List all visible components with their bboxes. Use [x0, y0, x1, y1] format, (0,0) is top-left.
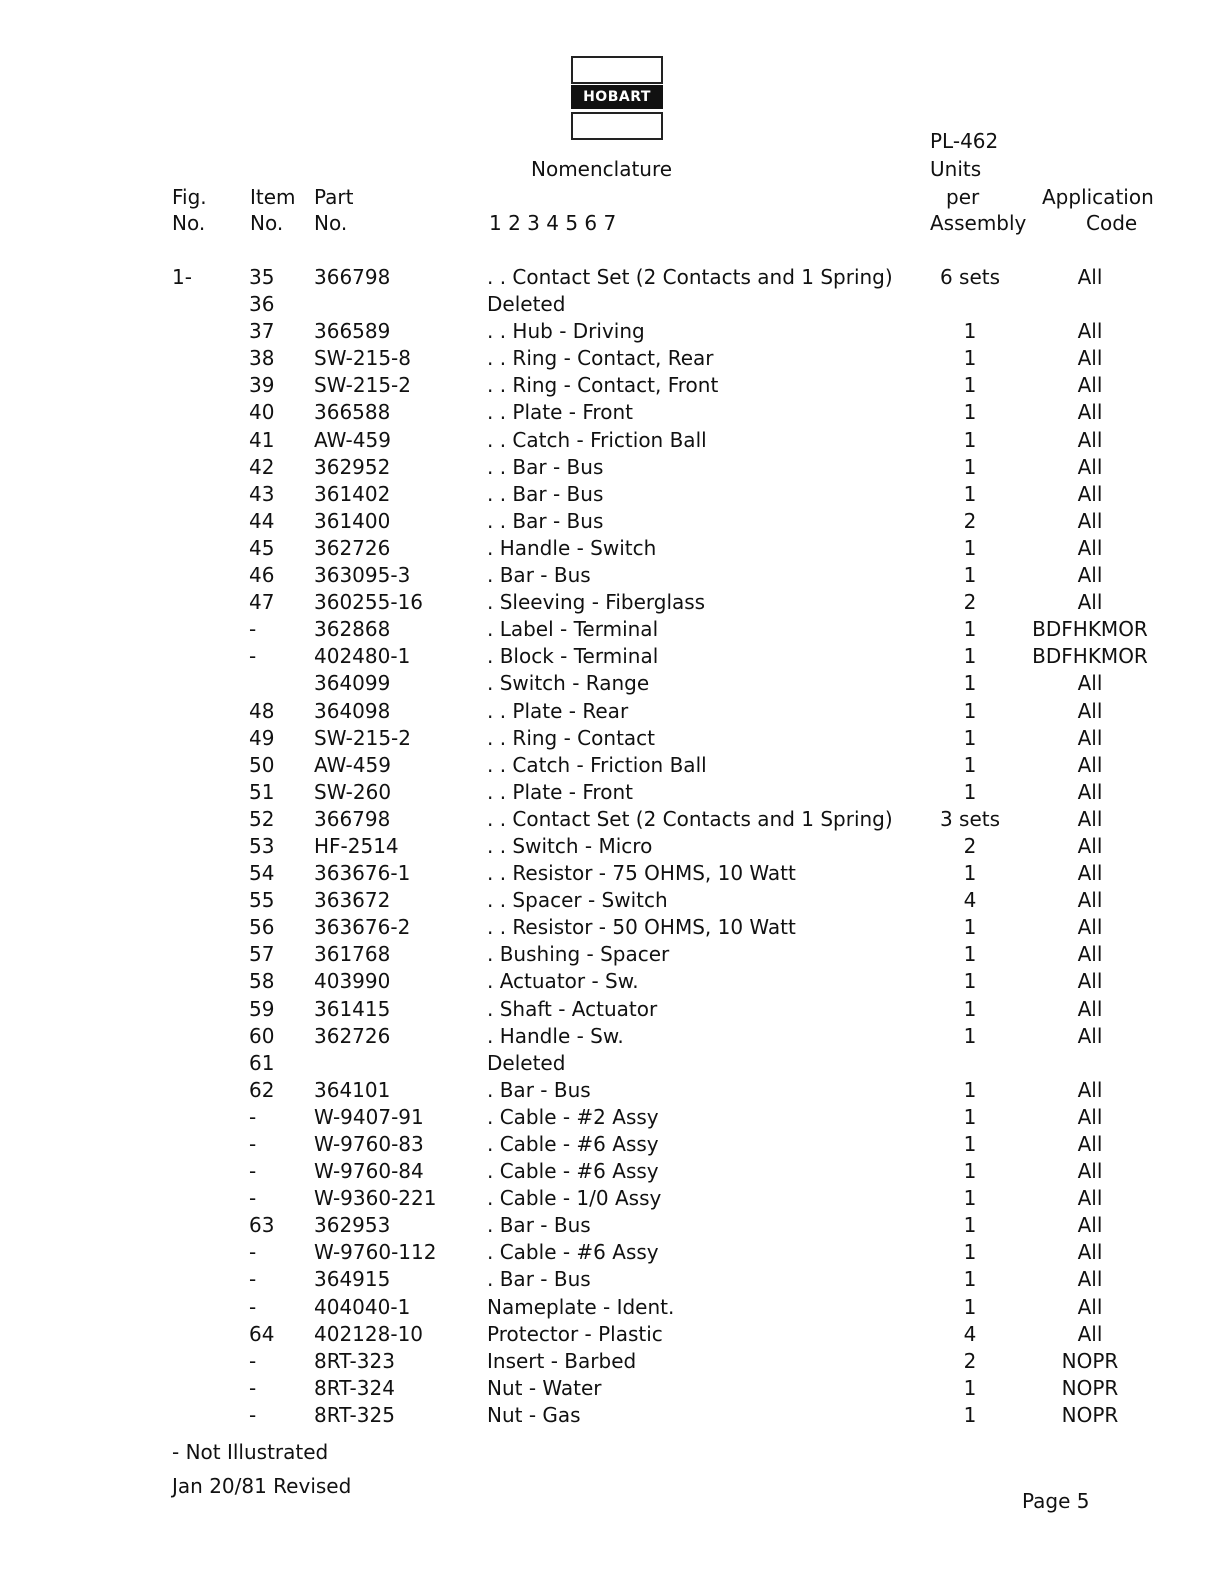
part-header-line2: No.	[314, 211, 348, 235]
application-code: All	[1077, 1186, 1103, 1211]
table-row	[0, 372, 1222, 399]
item-no: -	[249, 1186, 257, 1211]
part-no: 366589	[314, 319, 391, 344]
item-no: -	[249, 1267, 257, 1292]
table-row	[0, 345, 1222, 372]
application-code: All	[1077, 996, 1103, 1021]
description: . . Contact Set (2 Contacts and 1 Spring)	[487, 265, 893, 289]
item-no: -	[249, 1348, 257, 1373]
units-per-assembly: 1	[963, 1159, 977, 1184]
application-code: All	[1077, 779, 1103, 804]
application-code: All	[1077, 481, 1103, 506]
part-no: 361768	[314, 942, 391, 967]
part-no: 362952	[314, 454, 391, 479]
units-header-line2: per	[946, 185, 980, 209]
description: . . Bar - Bus	[487, 481, 604, 506]
table-row	[0, 1077, 1222, 1104]
units-per-assembly: 2	[963, 590, 977, 615]
part-no: 402128-10	[314, 1321, 424, 1346]
fig-header-line1: Fig.	[172, 185, 207, 209]
part-no: SW-215-2	[314, 725, 411, 750]
item-no: 49	[249, 725, 275, 750]
part-no: 364101	[314, 1077, 391, 1102]
units-per-assembly: 1	[963, 454, 977, 479]
application-code: All	[1077, 535, 1103, 560]
table-row	[0, 1321, 1222, 1348]
table-row	[0, 616, 1222, 643]
description: . . Bar - Bus	[487, 454, 604, 479]
table-row	[0, 1104, 1222, 1131]
description: . . Catch - Friction Ball	[487, 752, 707, 777]
item-no: 38	[249, 346, 275, 371]
application-code: All	[1077, 1240, 1103, 1265]
part-no: 361415	[314, 996, 391, 1021]
item-no: 60	[249, 1023, 275, 1048]
part-no: W-9407-91	[314, 1104, 424, 1129]
description: . Cable - 1/0 Assy	[487, 1186, 662, 1211]
item-no: 42	[249, 454, 275, 479]
part-no: 363095-3	[314, 563, 411, 588]
table-row	[0, 779, 1222, 806]
part-no: SW-215-8	[314, 346, 411, 371]
table-row	[0, 941, 1222, 968]
item-no: 53	[249, 833, 275, 858]
application-code: All	[1077, 833, 1103, 858]
item-no: 50	[249, 752, 275, 777]
item-no: 47	[249, 590, 275, 615]
description: Protector - Plastic	[487, 1321, 663, 1346]
description: . Cable - #6 Assy	[487, 1240, 659, 1265]
description: . Cable - #6 Assy	[487, 1159, 659, 1184]
units-per-assembly: 1	[963, 400, 977, 425]
description: . . Switch - Micro	[487, 833, 653, 858]
description: . Handle - Switch	[487, 535, 657, 560]
units-per-assembly: 1	[963, 319, 977, 344]
table-row	[0, 996, 1222, 1023]
logo-text: HOBART	[571, 85, 663, 109]
table-row	[0, 589, 1222, 616]
units-per-assembly: 1	[963, 346, 977, 371]
application-header-line2: Code	[1086, 211, 1138, 235]
application-code: All	[1077, 319, 1103, 344]
item-no: -	[249, 1375, 257, 1400]
table-row	[0, 1294, 1222, 1321]
not-illustrated-legend: - Not Illustrated	[172, 1440, 329, 1464]
application-code: All	[1077, 1023, 1103, 1048]
units-per-assembly: 1	[963, 563, 977, 588]
indent-levels-header: 1 2 3 4 5 6 7	[489, 211, 617, 235]
part-no: 362726	[314, 535, 391, 560]
description: . Cable - #6 Assy	[487, 1132, 659, 1156]
item-no: 41	[249, 427, 275, 452]
item-header-line1: Item	[250, 185, 296, 209]
table-row	[0, 1185, 1222, 1212]
units-per-assembly: 1	[963, 1132, 977, 1156]
units-per-assembly: 2	[963, 833, 977, 858]
application-code: All	[1077, 725, 1103, 750]
item-no: 51	[249, 779, 275, 804]
item-no: 61	[249, 1050, 275, 1075]
table-row	[0, 914, 1222, 941]
table-row	[0, 1212, 1222, 1239]
application-code: BDFHKMOR	[1032, 644, 1148, 669]
table-row	[0, 1402, 1222, 1429]
table-row	[0, 291, 1222, 318]
units-per-assembly: 1	[963, 1375, 977, 1400]
units-per-assembly: 1	[963, 1213, 977, 1238]
units-per-assembly: 1	[963, 373, 977, 398]
application-code: All	[1077, 1321, 1103, 1346]
application-code: All	[1077, 265, 1103, 289]
item-no: -	[249, 1402, 257, 1427]
application-header-line1: Application	[1042, 185, 1154, 209]
units-per-assembly: 3 sets	[939, 806, 1001, 831]
part-no: 361402	[314, 481, 391, 506]
units-per-assembly: 1	[963, 1186, 977, 1211]
application-code: All	[1077, 1213, 1103, 1238]
units-per-assembly: 4	[963, 888, 977, 913]
part-no: 8RT-325	[314, 1402, 395, 1427]
table-row	[0, 752, 1222, 779]
description: Nut - Water	[487, 1375, 602, 1400]
item-no: 62	[249, 1077, 275, 1102]
item-no: 39	[249, 373, 275, 398]
application-code: All	[1077, 454, 1103, 479]
application-code: NOPR	[1061, 1402, 1119, 1427]
description: . Bar - Bus	[487, 1213, 591, 1238]
table-row	[0, 1131, 1222, 1158]
description: . . Contact Set (2 Contacts and 1 Spring)	[487, 806, 893, 831]
part-no: 402480-1	[314, 644, 411, 669]
description: . . Spacer - Switch	[487, 888, 668, 913]
units-per-assembly: 1	[963, 725, 977, 750]
part-no: W-9360-221	[314, 1186, 437, 1211]
application-code: All	[1077, 969, 1103, 994]
part-no: 360255-16	[314, 590, 424, 615]
description: . . Plate - Front	[487, 400, 633, 425]
logo-top-box	[571, 56, 663, 84]
part-no: 366798	[314, 265, 391, 289]
description: Nut - Gas	[487, 1402, 581, 1427]
table-row	[0, 1348, 1222, 1375]
table-row	[0, 427, 1222, 454]
table-row	[0, 670, 1222, 697]
description: . Bar - Bus	[487, 563, 591, 588]
description: . . Resistor - 50 OHMS, 10 Watt	[487, 915, 796, 940]
units-per-assembly: 1	[963, 942, 977, 967]
table-row	[0, 860, 1222, 887]
application-code: All	[1077, 1132, 1103, 1156]
units-per-assembly: 1	[963, 427, 977, 452]
units-per-assembly: 1	[963, 861, 977, 886]
application-code: All	[1077, 400, 1103, 425]
item-no: 44	[249, 508, 275, 533]
table-row	[0, 264, 1222, 291]
item-no: 57	[249, 942, 275, 967]
item-no: 59	[249, 996, 275, 1021]
item-no: 55	[249, 888, 275, 913]
part-no: HF-2514	[314, 833, 399, 858]
application-code: All	[1077, 563, 1103, 588]
part-header-line1: Part	[314, 185, 354, 209]
table-row	[0, 1158, 1222, 1185]
application-code: All	[1077, 508, 1103, 533]
item-no: 54	[249, 861, 275, 886]
units-per-assembly: 1	[963, 671, 977, 696]
price-list-number: PL-462	[930, 129, 999, 153]
units-header-line1: Units	[930, 157, 982, 181]
description: . Switch - Range	[487, 671, 650, 696]
page-number: Page 5	[1022, 1489, 1090, 1513]
units-per-assembly: 1	[963, 535, 977, 560]
table-row	[0, 508, 1222, 535]
item-no: 37	[249, 319, 275, 344]
application-code: All	[1077, 752, 1103, 777]
item-no: 36	[249, 292, 275, 317]
description: . . Plate - Front	[487, 779, 633, 804]
application-code: All	[1077, 942, 1103, 967]
units-per-assembly: 1	[963, 1240, 977, 1265]
item-no: -	[249, 1132, 257, 1156]
units-per-assembly: 4	[963, 1321, 977, 1346]
application-code: All	[1077, 346, 1103, 371]
units-per-assembly: 2	[963, 1348, 977, 1373]
part-no: AW-459	[314, 427, 391, 452]
part-no: 363676-1	[314, 861, 411, 886]
description: . Cable - #2 Assy	[487, 1104, 659, 1129]
fig-no: 1-	[172, 265, 192, 289]
part-no: 362953	[314, 1213, 391, 1238]
application-code: BDFHKMOR	[1032, 617, 1148, 642]
application-code: All	[1077, 427, 1103, 452]
item-no: 64	[249, 1321, 275, 1346]
item-no: 52	[249, 806, 275, 831]
part-no: SW-215-2	[314, 373, 411, 398]
description: Nameplate - Ident.	[487, 1294, 675, 1319]
description: . Block - Terminal	[487, 644, 659, 669]
part-no: 8RT-323	[314, 1348, 395, 1373]
application-code: All	[1077, 1294, 1103, 1319]
units-per-assembly: 1	[963, 1294, 977, 1319]
item-no: 40	[249, 400, 275, 425]
part-no: 366588	[314, 400, 391, 425]
table-row	[0, 1266, 1222, 1293]
description: . . Ring - Contact, Rear	[487, 346, 714, 371]
application-code: All	[1077, 915, 1103, 940]
item-no: 63	[249, 1213, 275, 1238]
table-row	[0, 454, 1222, 481]
description: . . Plate - Rear	[487, 698, 629, 723]
item-no: -	[249, 644, 257, 669]
application-code: All	[1077, 1267, 1103, 1292]
units-per-assembly: 2	[963, 508, 977, 533]
table-row	[0, 562, 1222, 589]
units-per-assembly: 1	[963, 644, 977, 669]
item-no: -	[249, 1240, 257, 1265]
units-per-assembly: 1	[963, 698, 977, 723]
table-row	[0, 833, 1222, 860]
application-code: All	[1077, 1077, 1103, 1102]
item-header-line2: No.	[250, 211, 284, 235]
description: . . Bar - Bus	[487, 508, 604, 533]
table-row	[0, 481, 1222, 508]
part-no: 364099	[314, 671, 391, 696]
description: . . Catch - Friction Ball	[487, 427, 707, 452]
description: . . Ring - Contact, Front	[487, 373, 719, 398]
units-per-assembly: 1	[963, 617, 977, 642]
item-no: 45	[249, 535, 275, 560]
logo-bottom-box	[571, 112, 663, 140]
application-code: All	[1077, 590, 1103, 615]
table-row	[0, 399, 1222, 426]
units-header-line3: Assembly	[930, 211, 1027, 235]
application-code: All	[1077, 806, 1103, 831]
application-code: All	[1077, 1159, 1103, 1184]
description: Deleted	[487, 1050, 566, 1075]
description: Deleted	[487, 292, 566, 317]
units-per-assembly: 1	[963, 1267, 977, 1292]
description: . Bar - Bus	[487, 1077, 591, 1102]
table-row	[0, 318, 1222, 345]
description: . Sleeving - Fiberglass	[487, 590, 706, 615]
application-code: All	[1077, 861, 1103, 886]
part-no: 364915	[314, 1267, 391, 1292]
description: . . Hub - Driving	[487, 319, 645, 344]
part-no: 364098	[314, 698, 391, 723]
units-per-assembly: 1	[963, 1077, 977, 1102]
application-code: All	[1077, 671, 1103, 696]
part-no: 361400	[314, 508, 391, 533]
parts-table	[0, 264, 1222, 1429]
table-row	[0, 698, 1222, 725]
application-code: All	[1077, 888, 1103, 913]
item-no: -	[249, 617, 257, 642]
part-no: SW-260	[314, 779, 392, 804]
description: . Label - Terminal	[487, 617, 659, 642]
units-per-assembly: 1	[963, 915, 977, 940]
units-per-assembly: 1	[963, 481, 977, 506]
application-code: All	[1077, 373, 1103, 398]
table-row	[0, 725, 1222, 752]
nomenclature-header: Nomenclature	[531, 157, 673, 181]
units-per-assembly: 1	[963, 1104, 977, 1129]
description: . . Ring - Contact	[487, 725, 655, 750]
units-per-assembly: 1	[963, 1402, 977, 1427]
item-no: 48	[249, 698, 275, 723]
table-row	[0, 535, 1222, 562]
part-no: 363672	[314, 888, 391, 913]
part-no: 362726	[314, 1023, 391, 1048]
revision-date: Jan 20/81 Revised	[172, 1474, 352, 1498]
table-row	[0, 968, 1222, 995]
description: . Actuator - Sw.	[487, 969, 639, 994]
hobart-logo	[571, 56, 663, 138]
units-per-assembly: 1	[963, 752, 977, 777]
item-no: 43	[249, 481, 275, 506]
units-per-assembly: 1	[963, 969, 977, 994]
description: . Bar - Bus	[487, 1267, 591, 1292]
part-no: 404040-1	[314, 1294, 411, 1319]
part-no: W-9760-84	[314, 1159, 424, 1184]
table-row	[0, 1050, 1222, 1077]
units-per-assembly: 1	[963, 1023, 977, 1048]
item-no: 56	[249, 915, 275, 940]
part-no: 8RT-324	[314, 1375, 395, 1400]
item-no: 35	[249, 265, 275, 289]
part-no: 366798	[314, 806, 391, 831]
table-row	[0, 1375, 1222, 1402]
part-no: W-9760-83	[314, 1132, 424, 1156]
description: . Shaft - Actuator	[487, 996, 658, 1021]
units-per-assembly: 1	[963, 779, 977, 804]
table-row	[0, 643, 1222, 670]
item-no: -	[249, 1294, 257, 1319]
part-no: 363676-2	[314, 915, 411, 940]
units-per-assembly: 1	[963, 996, 977, 1021]
table-row	[0, 887, 1222, 914]
part-no: AW-459	[314, 752, 391, 777]
application-code: All	[1077, 698, 1103, 723]
units-per-assembly: 6 sets	[939, 265, 1001, 289]
item-no: 46	[249, 563, 275, 588]
table-row	[0, 806, 1222, 833]
description: . . Resistor - 75 OHMS, 10 Watt	[487, 861, 796, 886]
part-no: 403990	[314, 969, 391, 994]
part-no: W-9760-112	[314, 1240, 437, 1265]
application-code: All	[1077, 1104, 1103, 1129]
item-no: -	[249, 1159, 257, 1184]
part-no: 362868	[314, 617, 391, 642]
application-code: NOPR	[1061, 1375, 1119, 1400]
table-row	[0, 1023, 1222, 1050]
table-row	[0, 1239, 1222, 1266]
description: . Bushing - Spacer	[487, 942, 670, 967]
item-no: -	[249, 1104, 257, 1129]
description: . Handle - Sw.	[487, 1023, 624, 1048]
fig-header-line2: No.	[172, 211, 206, 235]
application-code: NOPR	[1061, 1348, 1119, 1373]
description: Insert - Barbed	[487, 1348, 637, 1373]
item-no: 58	[249, 969, 275, 994]
